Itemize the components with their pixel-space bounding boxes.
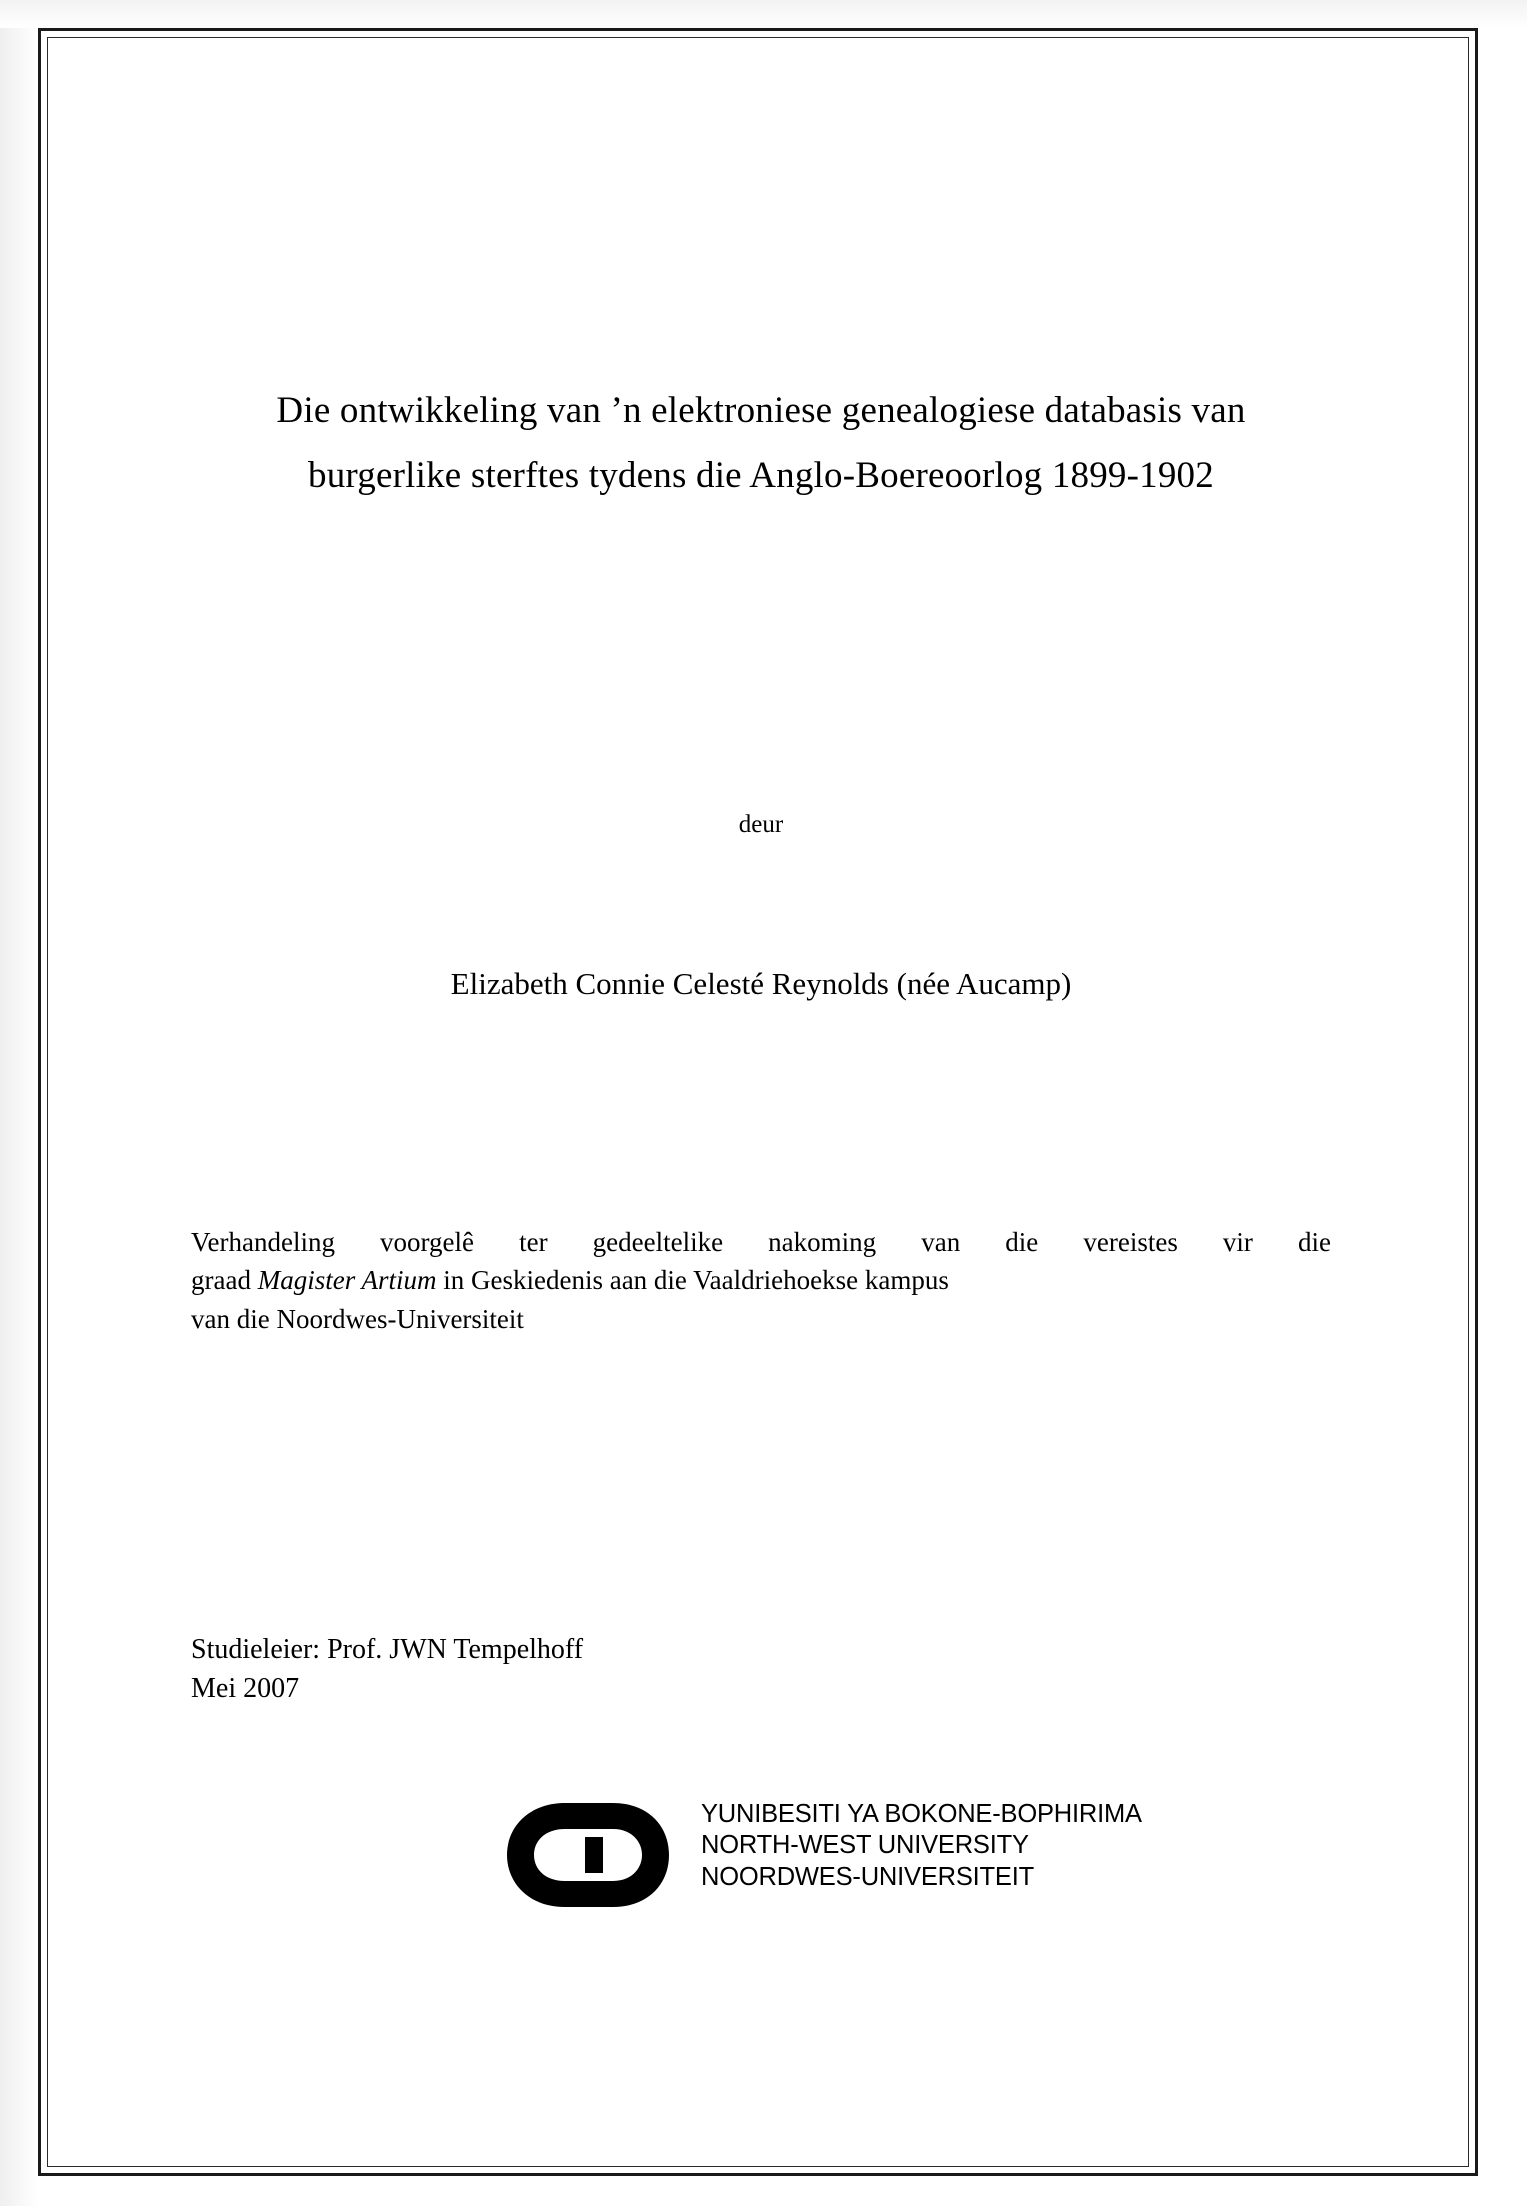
degree-name-italic: Magister Artium	[257, 1265, 437, 1296]
university-logo-text	[701, 1799, 1142, 1893]
supervisor-block	[191, 1631, 1331, 1708]
university-logo-icon	[501, 1797, 691, 1913]
scan-edge-left	[0, 0, 38, 2206]
logo-text-line-2: NORTH-WEST UNIVERSITY	[701, 1831, 1029, 1860]
degree-statement-line-1: Verhandeling voorgelê ter gedeeltelike nakoming van die vereistes vir die	[191, 1227, 1331, 1257]
degree-statement-line-2-suffix: in Geskiedenis aan die Vaaldriehoekse kampus	[436, 1265, 949, 1296]
logo-text-line-1: YUNIBESITI YA BOKONE-BOPHIRIMA	[701, 1800, 1142, 1828]
degree-statement	[191, 1223, 1331, 1338]
page-title	[191, 379, 1331, 509]
author-name: Elizabeth Connie Celesté Reynolds (née Aucamp)	[450, 966, 1072, 1001]
scan-edge-top	[0, 0, 1527, 28]
byline-label: deur	[738, 811, 784, 838]
page-content	[191, 31, 1331, 2173]
title-line-1: Die ontwikkeling van ’n elektroniese genealogiese databasis van	[276, 390, 1246, 431]
supervisor-line: Studieleier: Prof. JWN Tempelhoff	[191, 1634, 584, 1665]
page-border-frame	[38, 28, 1478, 2176]
university-logo-block	[501, 1793, 1201, 1923]
title-line-2: burgerlike sterftes tydens die Anglo-Boereoorlog 1899-1902	[308, 454, 1214, 496]
degree-statement-line-2	[191, 1261, 1331, 1299]
logo-text-line-3: NOORDWES-UNIVERSITEIT	[701, 1862, 1034, 1891]
degree-statement-line-2-prefix: graad	[191, 1265, 258, 1296]
degree-statement-line-3: van die Noordwes-Universiteit	[191, 1303, 524, 1334]
date-line: Mei 2007	[191, 1672, 300, 1704]
